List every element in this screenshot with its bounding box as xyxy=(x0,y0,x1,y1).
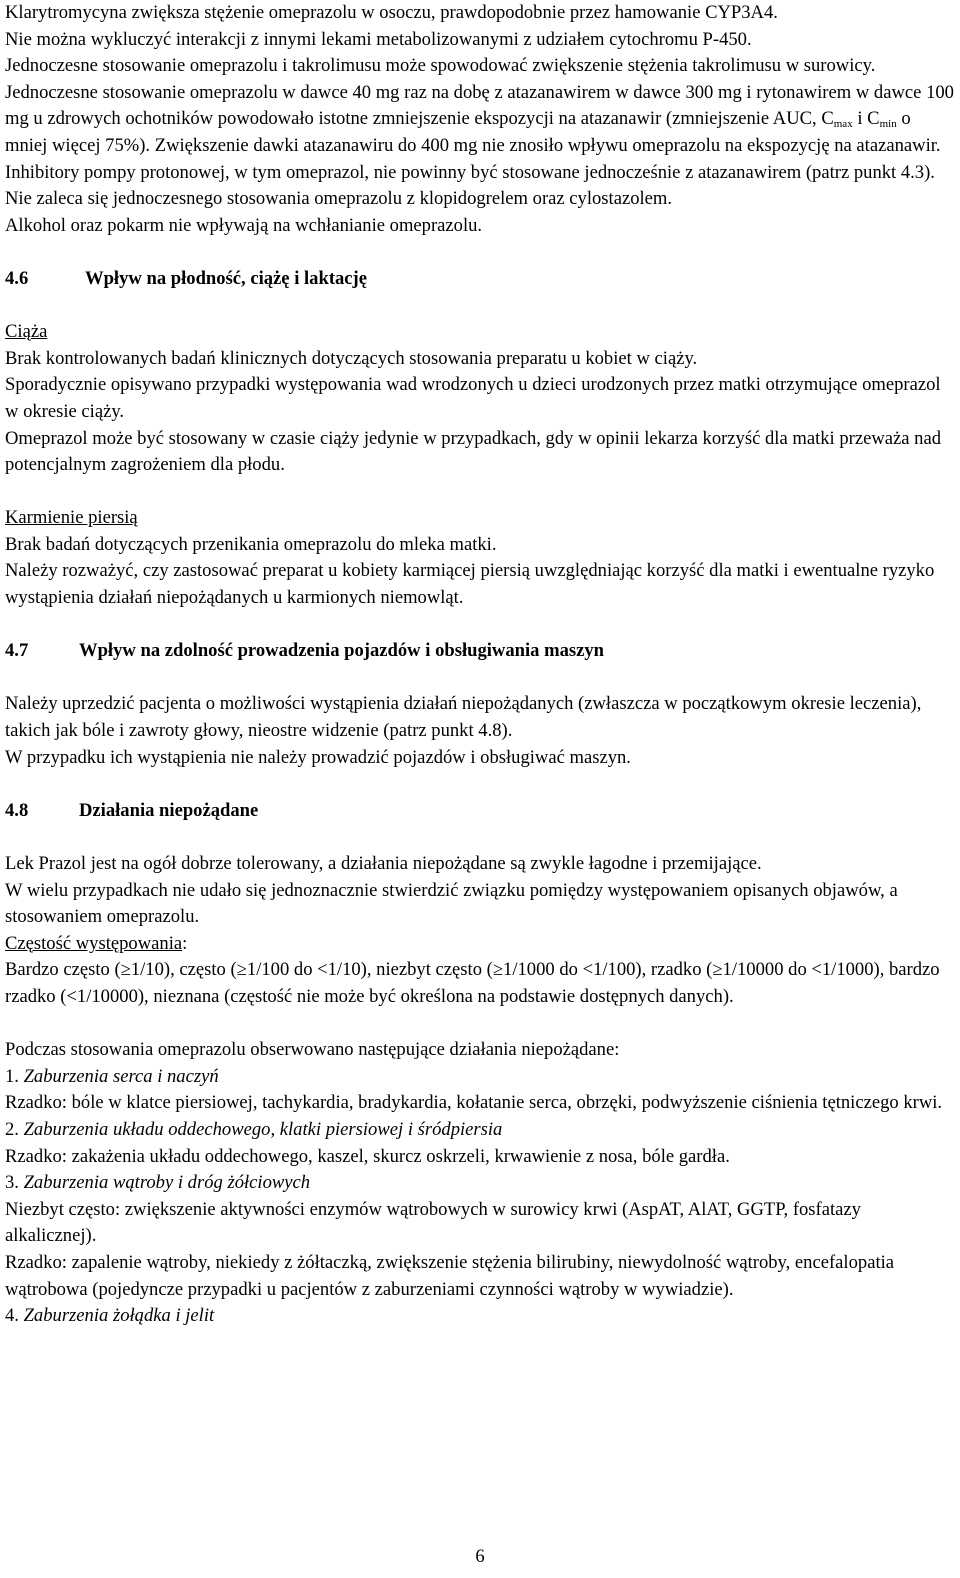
interactions-block xyxy=(5,0,955,239)
section-heading: 4.6 Wpływ na płodność, ciążę i laktację xyxy=(5,267,368,289)
paragraph: Nie można wykluczyć interakcji z innymi lekami metabolizowanymi z udziałem cytochromu P-450. xyxy=(5,28,752,50)
paragraph: Rzadko: bóle w klatce piersiowej, tachykardia, bradykardia, kołatanie serca, obrzęki, podwyższenie ciśnienia tętniczego krwi. xyxy=(5,1092,943,1114)
subheading-pregnancy: Ciąża xyxy=(5,321,48,343)
paragraph: Podczas stosowania omeprazolu obserwowano następujące działania niepożądane: xyxy=(5,1039,620,1061)
paragraph: Brak kontrolowanych badań klinicznych dotyczących stosowania preparatu u kobiet w ciąży. xyxy=(5,347,698,369)
paragraph: Bardzo często (≥1/10), często (≥1/100 do <1/10), niezbyt często (≥1/1000 do <1/100), rzadko (≥1/10000 do <1/1000), bardzo rzadko (<1/10000), nieznana (częstość nie może być określona na podstawie dostępnych danych). xyxy=(5,959,940,1007)
paragraph: Lek Prazol jest na ogół dobrze tolerowany, a działania niepożądane są zwykle łagodne i przemijające. xyxy=(5,853,762,874)
paragraph: Nie zaleca się jednoczesnego stosowania omeprazolu z klopidogrelem oraz cylostazolem. xyxy=(5,188,673,210)
group-heading: 1. Zaburzenia serca i naczyń xyxy=(5,1065,219,1087)
paragraph: Omeprazol może być stosowany w czasie ciąży jedynie w przypadkach, gdy w opinii lekarza korzyść dla matki przeważa nad potencjalnym zagrożeniem dla płodu. xyxy=(5,427,942,476)
section-4-7 xyxy=(5,638,955,771)
section-heading: 4.7 Wpływ na zdolność prowadzenia pojazdów i obsługiwania maszyn xyxy=(5,640,605,662)
paragraph: Alkohol oraz pokarm nie wpływają na wchłanianie omeprazolu. xyxy=(5,214,483,236)
paragraph: W przypadku ich wystąpienia nie należy prowadzić pojazdów i obsługiwać maszyn. xyxy=(5,746,631,768)
paragraph: Klarytromycyna zwiększa stężenie omeprazolu w osoczu, prawdopodobnie przez hamowanie CYP3A4. xyxy=(5,2,778,23)
section-heading: 4.8 Działania niepożądane xyxy=(5,799,259,821)
subscript-max: max xyxy=(833,118,853,131)
subheading-breastfeeding: Karmienie piersią xyxy=(5,507,138,529)
paragraph: Sporadycznie opisywano przypadki występowania wad wrodzonych u dzieci urodzonych przez matki otrzymujące omeprazol w okresie ciąży. xyxy=(5,374,941,422)
paragraph: Niezbyt często: zwiększenie aktywności enzymów wątrobowych w surowicy krwi (AspAT, AlAT, GGTP, fosfatazy alkalicznej). xyxy=(5,1198,861,1247)
paragraph: Rzadko: zapalenie wątroby, niekiedy z żółtaczką, zwiększenie stężenia bilirubiny, niewydolność wątroby, encefalopatia wątrobowa (pojedyncze przypadki u pacjentów z zaburzeniami czynności wątroby w wywiadzie). xyxy=(5,1251,895,1300)
paragraph: Należy uprzedzić pacjenta o możliwości wystąpienia działań niepożądanych (zwłaszcza w początkowym okresie leczenia), takich jak bóle i zawroty głowy, nieostre widzenie (patrz punkt 4.8). xyxy=(5,693,922,742)
paragraph: Należy rozważyć, czy zastosować preparat u kobiety karmiącej piersią uwzględniając korzyść dla matki i ewentualne ryzyko wystąpienia działań niepożądanych u karmionych niemowląt. xyxy=(5,560,935,609)
group-heading: 2. Zaburzenia układu oddechowego, klatki piersiowej i śródpiersia xyxy=(5,1118,503,1140)
section-4-8 xyxy=(5,798,955,1330)
page-number: 6 xyxy=(475,1546,485,1567)
paragraph: Jednoczesne stosowanie omeprazolu i takrolimusu może spowodować zwiększenie stężenia takrolimusu w surowicy. xyxy=(5,55,876,77)
document-page xyxy=(5,0,955,1330)
section-4-6 xyxy=(5,266,955,612)
paragraph: Brak badań dotyczących przenikania omeprazolu do mleka matki. xyxy=(5,533,497,555)
group-heading: 4. Zaburzenia żołądka i jelit xyxy=(5,1305,215,1327)
paragraph: Rzadko: zakażenia układu oddechowego, kaszel, skurcz oskrzeli, krwawienie z nosa, bóle gardła. xyxy=(5,1145,730,1167)
paragraph: W wielu przypadkach nie udało się jednoznacznie stwierdzić związku pomiędzy występowaniem opisanych objawów, a stosowaniem omeprazolu. xyxy=(5,879,898,928)
frequency-heading: Częstość występowania: xyxy=(5,932,188,954)
subscript-min: min xyxy=(879,118,897,131)
atazanavir-paragraph: Jednoczesne stosowanie omeprazolu w dawce 40 mg raz na dobę z atazanawirem w dawce 300 mg i rytonawirem w dawce 100 mg u zdrowych ochotników powodowało istotne zmniejszenie ekspozycji na atazanawir (zmniejszenie AUC, $C_{max}$ i $C_{min}$ o mniej więcej 75%). Zwiększenie dawki atazanawiru do 400 mg nie znosiło wpływu omeprazolu na ekspozycję na atazanawir. Inhibitory pompy protonowej, w tym omeprazol, nie powinny być stosowane jednocześnie z atazanawirem (patrz punkt 4.3). xyxy=(5,81,954,183)
group-heading: 3. Zaburzenia wątroby i dróg żółciowych xyxy=(5,1172,311,1194)
